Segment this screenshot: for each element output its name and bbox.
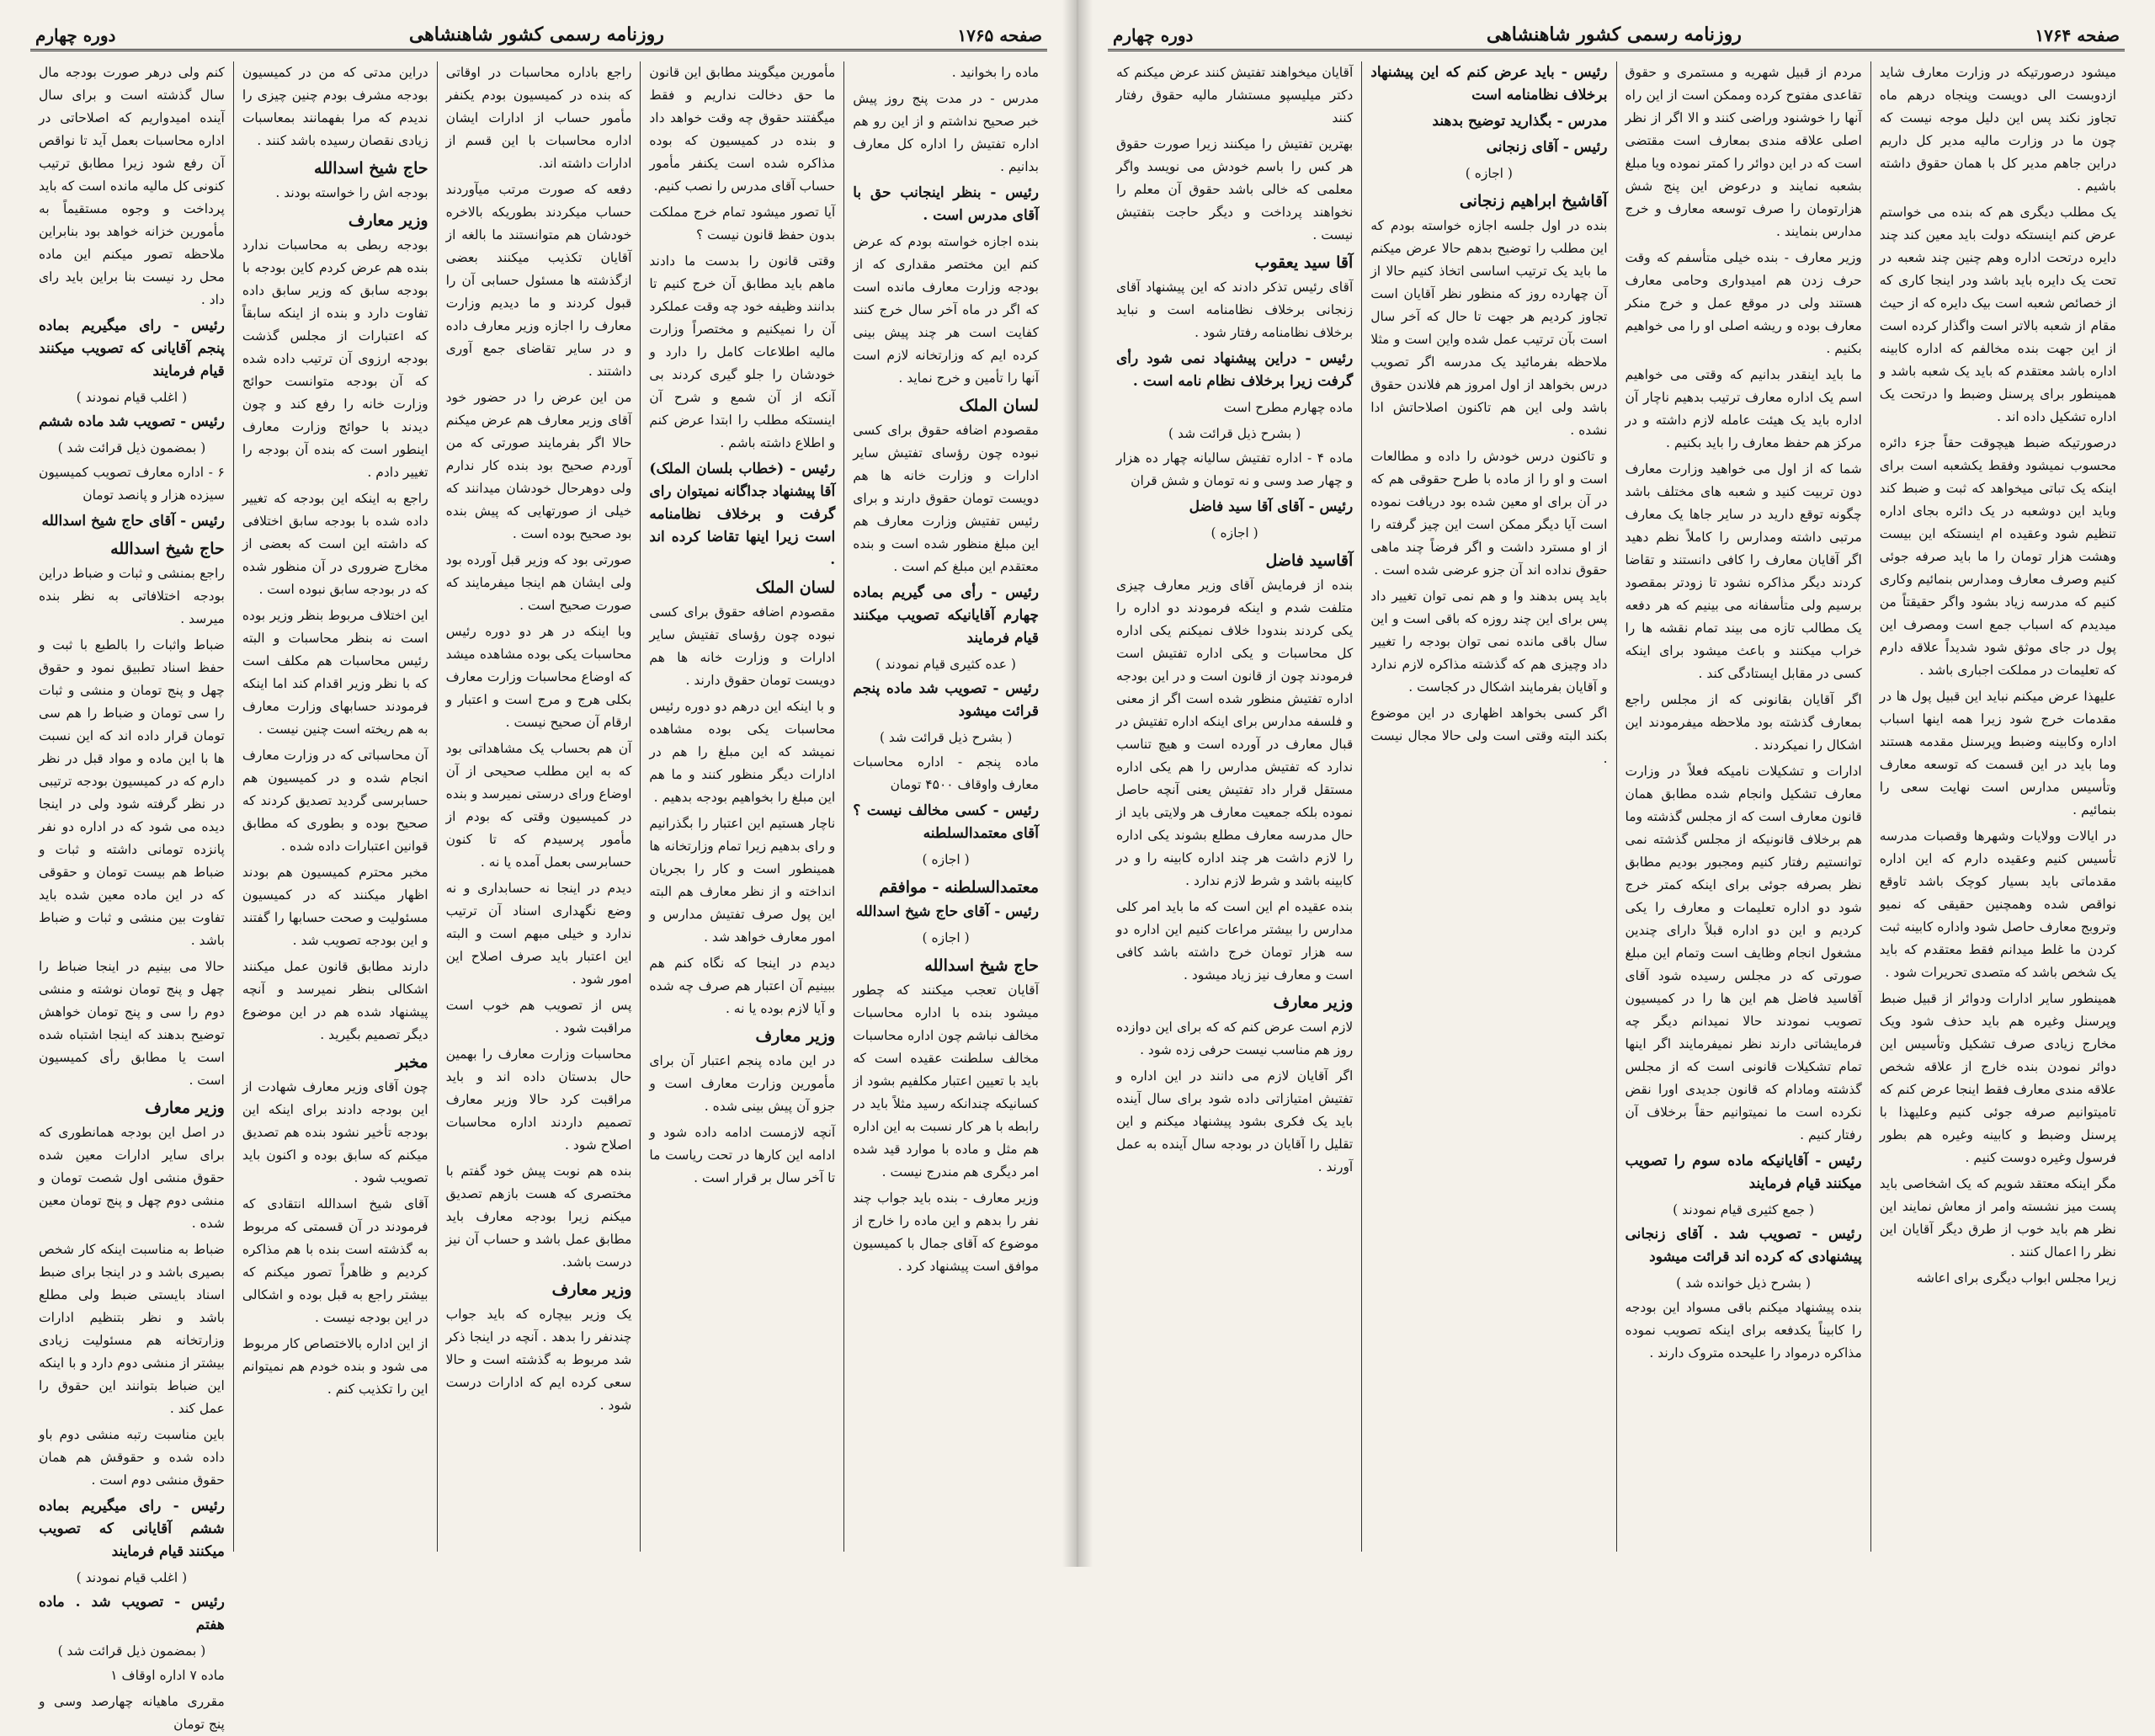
speaker-line: رئیس - دراین پیشنهاد نمی شود رأی گرفت زیرا برخلاف نظام نامه است .: [1116, 350, 1354, 390]
period-label: دوره چهارم: [35, 25, 116, 45]
paragraph: محاسبات وزارت معارف را بهمین حال بدستان داده اند و باید مراقبت کرد حالا وزیر معارف تصمیم داردند اداره محاسبات اصلاح شود .: [445, 1046, 632, 1153]
paragraph: حالا می بینیم در اینجا ضباط را چهل و پنج تومان نوشته و منشی دوم را سی و پنج تومان خواهش توضیح بدهند که اینجا اشتباه شده است یا مطابق رأی کمیسیون است .: [39, 959, 225, 1088]
speaker-heading: حاج شیخ اسدالله: [924, 956, 1039, 975]
paragraph: اگر آقایان بقانونی که از مجلس راجع بمعارف گذشته بود ملاحظه میفرمودند این اشکال را نمیکردند .: [1625, 692, 1862, 753]
paragraph: ضباط به مناسبت اینکه کار شخص بصیری باشد و در اینجا برای ضبط اسناد بایستی ضبط ولی مطلع باشد و نظر بتنظیم ادارات وزارتخانه هم مسئولیت زیادی بیشتر از منشی دوم دارد و با اینکه این ضباط بتوانند این حقوق را عمل کند .: [39, 1242, 225, 1416]
text-column: [233, 61, 437, 1552]
paragraph: آن هم بحساب یک مشاهداتی بود که به این مطلب صحیحی از آن اوضاع ورای درستی نمیرسد و بنده در کمیسیون وقتی که بودم از مأمور پرسیدم که تا کنون حسابرسی بعمل آمده یا نه .: [445, 741, 632, 870]
paragraph: ماده ۷ اداره اوقاف ۱: [110, 1668, 225, 1683]
paragraph: راجع بمنشی و ثبات و ضباط دراین بودجه اختلافاتی به نظر بنده میرسد .: [39, 566, 225, 626]
speaker-line: رئیس - باید عرض کنم که این پیشنهاد برخلاف نظامنامه است: [1370, 64, 1608, 104]
page-gutter: [1062, 0, 1093, 1567]
speaker-line: رئیس - تصویب شد ماده ششم: [39, 413, 225, 430]
paragraph: از این اداره بالاختصاص کار مربوط می شود و بنده خودم هم نمیتوانم این را تکذیب کنم .: [242, 1336, 428, 1397]
text-column: [1108, 61, 1361, 1552]
speaker-line: رئیس - تصویب شد . آقای زنجانی پیشنهادی که کرده اند قرائت میشود: [1625, 1226, 1862, 1265]
speaker-line: رئیس - تصویب شد ماده پنجم قرائت میشود: [853, 680, 1039, 720]
paragraph: آن محاسباتی که در وزارت معارف انجام شده و در کمیسیون هم حسابرسی گردید تصدیق کردند که صحیح بوده و بطوری که مطابق قوانین اعتبارات داده شده .: [242, 748, 428, 854]
paragraph: لازم است عرض کنم که که برای این دوازده روز هم مناسب نیست حرفی زده شود .: [1116, 1020, 1354, 1057]
speaker-heading: وزیر معارف: [551, 1281, 632, 1299]
note-line: ( بمضمون ذیل قرائت شد ): [57, 1643, 206, 1659]
paragraph: من این عرض را در حضور خود آقای وزیر معارف هم عرض میکنم حالا اگر بفرمایند صورتی که من آوردم صحیح بود بنده کار ندارم ولی دوهرحال خودشان میدانند که خیلی از صورتهایی که پیش بنده بود صحیح بوده است .: [445, 390, 632, 541]
paragraph: چون آقای وزیر معارف شهادت از این بودجه دادند برای اینکه این بودجه تأخیر نشود بنده هم تصدیق میکنم که سابق بوده و اکنون باید تصویب شود .: [242, 1079, 428, 1185]
paragraph: بنده پیشنهاد میکنم باقی مسواد این بودجه را کابیناً یکدفعه برای اینکه تصویب نموده مذاکره درمواد را علیحده متروک دارند .: [1625, 1300, 1862, 1361]
paragraph: مأمورین میگویند مطابق این قانون ما حق دخالت نداریم و فقط میگفتند حقوق چه وقت خواهد داد و بنده در کمیسیون که بوده مذاکره شده است یکنفر مأمور حساب آقای مدرس را نصب کنیم.: [649, 65, 836, 194]
text-column: [1870, 61, 2125, 1552]
speaker-heading: وزیر معارف: [1273, 993, 1354, 1012]
paragraph: وبا اینکه در هر دو دوره رئیس محاسبات یکی بوده مشاهده میشد که اوضاع محاسبات وزارت معارف بکلی هرج و مرج است و اعتبار و ارقام آن صحیح نیست .: [445, 624, 632, 730]
newspaper-title: روزنامه رسمی کشور شاهنشاهی: [1486, 24, 1742, 45]
speaker-heading: معتمدالسلطنه - موافقم: [879, 878, 1039, 897]
paragraph: و با اینکه این درهم دو دوره رئیس محاسبات یکی بوده مشاهده نمیشد که این مبلغ را هم در ادارات دیگر منظور کنند و ما هم این مبلغ را بخواهیم بودجه بدهیم .: [649, 699, 836, 805]
paragraph: وزیر معارف - بنده باید جواب چند نفر را بدهم و این ماده را خارج از موضوع که آقای جمال با کمیسیون موافق است پیشنهاد کرد .: [853, 1190, 1039, 1274]
paragraph: یک مطلب دیگری هم که بنده می خواستم عرض کنم اینستکه دولت باید معین کند چند دایره درتحت اداره وهم چنین چند شعبه در تحت یک دایره باید باشد ودر اینجا کاری که از خصائص شعبه است بیک دایره که از حیث مقام از شعبه بالاتر است واگذار کرده است از این جهت بنده مخالفم که اداره کابینه اداره باشد معتقدم که باید یک شعبه باشد و همینطور برای پرسنل وضبط وا درتحت یک اداره تشکیل داده اند .: [1879, 205, 2116, 424]
text-column: [30, 61, 233, 1732]
paragraph: آیا تصور میشود تمام خرج مملکت بدون حفظ قانون نیست ؟: [649, 205, 836, 242]
paragraph: دفعه که صورت مرتب میآوردند حساب میکردند بطوریکه بالاخره خودشان هم متوانستند ما بالغه از آقایان تکذیب میکنند بعضی ازگذشته ها مسئول حسابی آن را قبول کردند و ما دیدیم وزارت معارف را اجازه وزیر معارف داده و در سایر تقاضای جمع آوری داشتند .: [445, 182, 632, 379]
newspaper-title: روزنامه رسمی کشور شاهنشاهی: [408, 24, 664, 45]
paragraph: بنده عقیده ام این است که ما باید امر کلی مدارس را بیشتر مراعات کنیم این اداره دو سه هزار تومان خرج داشته باشد کافی است و معارف نیز زیاد میشود .: [1116, 899, 1354, 982]
speaker-heading: آقا سید یعقوب: [1254, 253, 1354, 272]
paragraph: راجع باداره محاسبات در اوقاتی که بنده در کمیسیون بودم یکنفر مأمور حساب از ادارات ایشان اداره محاسبات با این قسم از ادارات داشته اند.: [445, 65, 632, 171]
speaker-line: رئیس - رای میگیریم بماده ششم آقایانی که تصویب میکنند قیام فرمایند: [39, 1498, 225, 1560]
speaker-line: رئیس - تصویب شد . ماده هفتم: [39, 1594, 225, 1633]
note-line: ( اجازه ): [922, 930, 970, 945]
speaker-line: رئیس - آقای زنجانی: [1486, 139, 1608, 156]
paragraph: یک وزیر بیچاره که باید جواب چندنفر را بدهد . آنچه در اینجا ذکر شد مربوط به گذشته است و حالا سعی کرده ایم که ادارات درست شود .: [445, 1307, 632, 1413]
paragraph: آقایان میخواهند تفتیش کنند عرض میکنم که دکتر میلیسپو مستشار مالیه حقوق رفتار کنند: [1116, 65, 1354, 125]
note-line: ( اجازه ): [1465, 166, 1513, 181]
note-line: ( بشرح ذیل قرائت شد ): [879, 730, 1013, 745]
columns-left: [30, 61, 1047, 1732]
paragraph: در اصل این بودجه همانطوری که برای سایر ادارات معین شده حقوق منشی اول شصت تومان و منشی دوم چهل و پنج تومان معین شده .: [39, 1125, 225, 1231]
paragraph: باید پس بدهند وا و هم نمی توان تغییر داد پس برای این چند روزه که باقی است و این سال باقی مانده نمی توان بودجه را تغییر داد وچیزی هم که گذشته مذاکره لازم ندارد و آقایان بفرمایند اشکال در کجاست .: [1370, 588, 1608, 695]
paragraph: این اختلاف مربوط بنظر وزیر بوده است نه بنظر محاسبات و البته رئیس محاسبات هم مکلف است که با نظر وزیر اقدام کند اما اینکه فرمودند حسابهای وزارت معارف به هم ریخته است چنین نیست .: [242, 608, 428, 737]
paragraph: بنده اجازه خواسته بودم که عرض کنم این مختصر مقداری که از بودجه وزارت معارف مانده است که اگر در ماه آخر سال خرج کنند کفایت است هر چند پیش بینی کرده ایم که وزارتخانه لازم است آنها را تأمین و خرج نماید .: [853, 234, 1039, 386]
note-line: ( بشرح ذیل قرائت شد ): [1168, 426, 1301, 441]
columns-right: [1108, 61, 2125, 1552]
paragraph: مقرری ماهیانه چهارصد وسی و پنج تومان: [39, 1694, 225, 1732]
paragraph: ماده را بخوانید .: [951, 65, 1039, 80]
speaker-line: رئیس - آقای حاج شیخ اسدالله: [41, 513, 225, 530]
paragraph: آنچه لازمست ادامه داده شود و ادامه این کارها در تحت ریاست ما تا آخر سال بر قرار است .: [649, 1125, 836, 1185]
paragraph: مدرس - در مدت پنج روز پیش خبر صحیح نداشتم و از این رو هم اداره تفتیش را اداره کل معارف بدانیم .: [853, 91, 1039, 174]
paragraph: آقای رئیس تذکر دادند که این پیشنهاد آقای زنجانی برخلاف نظامنامه است و نباید برخلاف نظامنامه رفتار شود .: [1116, 280, 1354, 340]
paragraph: بودجه ربطی به محاسبات ندارد بنده هم عرض کردم کاین بودجه با بودجه سابق که وزیر سابق داده تفاوت دارد و بنده از اینکه سابقاً که اعتبارات از مجلس گذشت بودجه ارزوی آن ترتیب داده شده که آن بودجه متوانست حوائج وزارت خانه را رفع کند و چون دیدند با حوائج وزارت معارف اینطور است که بنده آن بودجه را تغییر دادم .: [242, 237, 428, 480]
speaker-heading: وزیر معارف: [145, 1099, 225, 1117]
paragraph: آقایان تعجب میکنند که چطور میشود بنده با اداره محاسبات مخالف نباشم چون اداره محاسبات مخالف سلطنت عقیده است که باید با تعیین اعتبار مکلفیم بشود از کسانیکه چندانکه رسید مثلاً باید در رابطه با هر کار نسبت به این اداره هم مثل و ماده با موارد قید شده امر دیگری هم مندرج نیست .: [853, 982, 1039, 1180]
paragraph: مقصودم اضافه حقوق برای کسی نبوده چون رؤسای تفتیش سایر ادارات و وزارت خانه ها هم دویست تومان حقوق دارند و برای رئیس تفتیش وزارت معارف هم این مبلغ منظور شده است و بنده معتقدم این مبلغ کم است .: [853, 423, 1039, 574]
paragraph: اگر کسی بخواهد اظهاری در این موضوع بکند البته وقتی است ولی حالا مجال نیست .: [1370, 706, 1608, 766]
note-line: ( اجازه ): [1211, 525, 1258, 541]
speaker-heading: حاج شیخ اسدالله: [313, 159, 428, 178]
note-line: ( اجازه ): [922, 852, 970, 867]
paragraph: اگر آقایان لازم می دانند در این اداره و تفتیش امتیازاتی داده شود برای سال آینده باید یک فکری بشود پیشنهاد میکنم و این تقلیل را آقایان در بودجه سال آینده به عمل آورند .: [1116, 1068, 1354, 1174]
note-line: ( بشرح ذیل خوانده شد ): [1676, 1275, 1812, 1291]
page-number: صفحه ۱۷۶۴: [2035, 25, 2120, 45]
paragraph: آقای شیخ اسدالله انتقادی که فرمودند در آن قسمتی که مربوط به گذشته است بنده با هم مذاکره کردیم و ظاهراً تصور میکنم که بیشتر راجع به قبل بوده و اشکالی در این بودجه نیست .: [242, 1196, 428, 1325]
paragraph: دارند مطابق قانون عمل میکنند اشکالی بنظر نمیرسد و آنچه پیشنهاد شده هم در این موضوع دیگر تصمیم بگیرید .: [242, 959, 428, 1042]
paragraph: ماده چهارم مطرح است: [1223, 400, 1354, 415]
paragraph: مقصودم اضافه حقوق برای کسی نبوده چون رؤسای تفتیش سایر ادارات و وزارت خانه ها هم دویست تومان حقوق دارند .: [649, 604, 836, 688]
text-column: [843, 61, 1047, 1552]
speaker-heading: وزیر معارف: [755, 1027, 836, 1046]
page-header: [1108, 17, 2125, 51]
paragraph: دیدم در اینجا نه حسابداری و نه وضع نگهداری اسناد آن ترتیب ندارد و خیلی مبهم است و البته این اعتبار باید صرف اصلاح این امور شود .: [445, 881, 632, 987]
paragraph: باین مناسبت رتبه منشی دوم باو داده شده و حقوقش هم همان حقوق منشی دوم است .: [39, 1427, 225, 1488]
speaker-line: رئیس - بنظر اینجانب حق با آقای مدرس است .: [853, 184, 1039, 224]
paragraph: وقتی قانون را بدست ما دادند ماهم باید مطابق آن خرج کنیم تا بدانند وظیفه خود چه وقت عملکرد آن را نمیکنیم و مختصراً وزارت مالیه اطلاعات کامل را دارد و خودشان را جلو گیری کردند بی آنکه از آن شمع و شرح آن اینستکه مطلب را ابتدا عرض کنم و اطلاع داشته باشم .: [649, 253, 836, 450]
paragraph: صورتی بود که وزیر قبل آورده بود ولی ایشان هم اینجا میفرمایند که صورت صحیح است .: [445, 552, 632, 613]
paragraph: بنده هم نوبت پیش خود گفتم با مختصری که هست بازهم تصدیق میکنم زیرا بودجه معارف باید مطابق عمل باشد و حساب آن نیز درست باشد.: [445, 1164, 632, 1270]
paragraph: میشود درصورتیکه در وزارت معارف شاید ازدوبست الی دویست وپنجاه درهم ماه تجاوز نکند پس این دلیل موجه نیست که چون ما در وزارت مالیه مدیر کل داریم دراین جاهم مدیر کل با همان حقوق داشته باشیم .: [1879, 65, 2116, 194]
period-label: دوره چهارم: [1113, 25, 1194, 45]
paragraph: دراین مدتی که من در کمیسیون بودجه مشرف بودم چنین چیزی را ندیدم که مرا بفهمانند بمعاسبات زیادی نقصان رسیده باشد کنند .: [242, 65, 428, 148]
note-line: ( جمع کثیری قیام نمودند ): [1673, 1202, 1815, 1217]
paragraph: عليهذا عرض ميكنم نبايد اين قبيل پول ها در مقدمات خرج شود زیرا همه اينها اسباب اداره وکابينه وضبط وپرسنل مقدمه هستند وما باید در این قسمت که توسعه معارف وتأسيس مدارس است نهایت سعی را بنمائیم .: [1879, 689, 2116, 817]
speaker-line: رئیس - آقای حاج شیخ اسدالله: [855, 903, 1039, 920]
paragraph: ماده ۴ - اداره تفتیش سالیانه چهار ده هزار و چهار صد وسی و نه تومان و شش قران: [1116, 450, 1354, 488]
paragraph: کنم ولی درهر صورت بودجه مال سال گذشته است و برای سال آینده امیدواریم که اصلاحاتی در اداره محاسبات بعمل آید تا نواقص آن رفع شود زیرا مطابق ترتیب کنونی کل مالیه مانده است که باید پرداخت و وجوه مستقیماً به مأمورین خزانه خواهد بود بنابراین ملاحظه تصور میکنم این ماده محل رد نیست بنا براین باید رای داد .: [39, 65, 225, 307]
paragraph: پس از تصویب هم خوب است مراقبت شود .: [445, 998, 632, 1036]
paragraph: مگر اینکه معتقد شویم که یک اشخاصی باید پست میز نشسته وامر از معاش نمایند این نظر هم باید خوب از طرق دیگر آقایان این نظر را اعمال کنند .: [1879, 1176, 2116, 1259]
paragraph: بنده از فرمایش آقای وزیر معارف چیزی متلفت شدم و اینکه فرمودند دو اداره را یکی کردند بندودا خلاف نمیکنم یکی اداره کل محاسبات و یکی اداره تفتیش است فرمودند چون از قانون است و در این بودجه اداره تفتیش منظور شده است اگر از معنی و فلسفه مدارس برای اینکه اداره تفتیش در قبال معارف در آورده است و هیچ تناسب ندارد که تفتیش مدارس را هم یکی اداره مستقل قرار داد تفتیش یعنی آنچه حاصل نموده بلکه جمعیت معارف هر ولایتی باید از حال مدرسه معارف مطلع بشوند یکی اداره را لازم داشت هر چند اداره کابینه را و در کابینه باشد و شرط لازم ندارد .: [1116, 578, 1354, 888]
speaker-line: رئیس - رای میگیریم بماده پنجم آقایانی که تصویب میکنند قیام فرمایند: [39, 317, 225, 380]
speaker-heading: آقاشیخ ابراهیم زنجانی: [1459, 192, 1608, 210]
paragraph: مخبر محترم کمیسیون هم بودند اظهار میکنند که در کمیسیون مسئولیت و صحت حسابها را گفتند و این بودجه تصویب شد .: [242, 865, 428, 948]
paragraph: ضباط واثبات را بالطبع با ثبت و حفظ اسناد تطبیق نمود و حقوق چهل و پنج تومان و منشی و ثبات را سی تومان و ضباط را هم سی تومان قرار داده اند که این نسبت ها با این ماده و مواد قبل در نظر دارم که در کمیسیون بودجه ترتیبی در نظر گرفته شود ولی در اینجا دیده می شود که در اداره دو نفر پانزده تومانی داشته و ثبات و ضباط هم بیست تومان و حقوقی که در این ماده معین شده باید تفاوت بین منشی و ثبات و ضباط باشد .: [39, 637, 225, 948]
speaker-line: رئیس - رأی می گیریم بماده چهارم آقایانیکه تصویب میکنند قیام فرمایند: [853, 584, 1039, 647]
paragraph: ادارات و تشکیلات نامیکه فعلاً در وزارت معارف تشکیل وانجام شده مطابق همان قانون معارف است که از مجلس گذشته وما هم برخلاف قانونیکه از مجلس گذشته نمی توانستیم رفتار کنیم ومجبور بودیم مطابق نظر بصرفه جوئی برای اینکه کمتر خرج شود دو اداره تعلیمات و معارف را یکی کردیم و این دو اداره قبلاً دارای چندین مشغول انجام وظایف است وتمام این مبلغ صورتی که در مجلس رسیده شود آقای آقاسید فاضل هم این ها را در کمیسیون تصویب نمودند حالا نمیدانم دیگر چه فرمایشاتی دارند نظر نمیفرمایند اگر اینها تمام تشکیلات قانونی است که از مجلس گذشته ومادام که قانون جدیدی اورا نقض نکرده است ما نمیتوانیم حقاً برخلاف آن رفتار کنیم .: [1625, 764, 1862, 1142]
paragraph: در ایالات وولایات وشهرها وقصبات مدرسه تأسيس کنیم وعقیده دارم که اين اداره مقدماتی باید بسیار کوچک باشد تاوقع نواقص شده وهمچنین حقیقی که نمیو وتروبج معارف حاصل شود واداره کابینه ثبت کردن ما غلط میدانم فقط معتقدم که باید یک شخص باشد که متصدی تحریرات شود .: [1879, 828, 2116, 980]
speaker-line: رئیس - آقای آقا سید فاضل: [1189, 498, 1354, 515]
paragraph: زیرا مجلس ابواب دیگری برای اعاشه: [1916, 1270, 2116, 1286]
note-line: ( اغلب قیام نمودند ): [76, 1570, 188, 1585]
paragraph: بودجه اش را خواسته بودند .: [275, 185, 428, 200]
paragraph: و تاکنون درس خودش را داده و مطالعات است و او را از ماده با طرح حقوقی هم که در آن برای او معین شده بود دریافت نموده است آیا دیگر ممکن است این چیز گرفته را از او مسترد داشت و اگر فرضاً چند ماهی حقوق نداده اند آن جزو عرضی شده است .: [1370, 449, 1608, 578]
speaker-line: رئیس - (خطاب بلسان الملک) آقا پیشنهاد جداگانه نمیتوان رای گرفت و برخلاف نظامنامه است زیرا اینها تقاضا کرده اند .: [649, 461, 836, 568]
paragraph: بنده در اول جلسه اجازه خواسته بودم که این مطلب را توضیح بدهم حالا عرض میکنم ما باید یک ترتیب اساسی اتخاذ کنیم حالا از آن چهارده روز که منظور نظر آقایان است تجاوز کردیم هر جهت تا حال که آخر سال است بآن ترتیب عمل شده واین است و مثلا ملاحظه بفرمائید یک مدرسه اگر تصویب درس بخواهد از اول امروز هم فلاندن حقوق باشد ولی این هم تاکنون اصلاحاتش ادا نشده .: [1370, 218, 1608, 438]
page-left: [0, 0, 1078, 1732]
paragraph: مردم از قبیل شهریه و مستمری و حقوق تقاعدی مفتوح کرده وممکن است از این راه آنها را خوشنود وراضی کنند و الا اگر از نظر اصلی علاقه مندی بمعارف است مقتضی است که در این دوائر را کمتر نموده ویا مبلغ بشعبه نمایند و درعوض این پنج شش هزارتومان را صرف توسعه معارف و خرج مدارس بنمایند .: [1625, 65, 1862, 239]
note-line: ( اغلب قیام نمودند ): [76, 390, 188, 405]
paragraph: شما که از اول می خواهید وزارت معارف دون تربیت کنید و شعبه های مختلف باشد چگونه توقع دارید در سایر جاها یک معارف مرتبی داشته ومدارس را کاملاً نظم دهید اگر آقایان معارف را کافی دانستند و تقاضا کردند دیگر مذاکره نشود تا زودتر بمقصود برسیم ولی متأسفانه می بینیم که هر دفعه یک مطالب تازه می بیند تمام نقشه ها را خراب میکنند و باعث میشود برای اینکه کسی در مقابل ایستادگی کند .: [1625, 461, 1862, 681]
paragraph: درصورتیکه ضبط هیچوقت حقاً جزء دائره محسوب نمیشود وفقط یکشعبه است برای اینکه یک تباتی میخواهد که ثبت و ضبط کند وباید این دوشعبه در یک دائره بجای اداره تنظیم شود وعقیده ام اینستکه این بیست وهشت هزار تومان را ما باید صرفه جوئی کنیم وصرف معارف ومدارس بنمائیم وکاری کنیم که مدرسه زیاد بشود واگر حقیقتاً من میدیدم که اسباب جمع است ومصرف این پول در جای موثق شود شدیداً علاقه دارم که تعلیمات در مملکت اجباری باشد .: [1879, 435, 2116, 678]
text-column: [437, 61, 641, 1552]
page-number: صفحه ۱۷۶۵: [957, 25, 1042, 45]
paragraph: ۶ - اداره معارف تصویب کمیسیون سیزده هزار و پانصد تومان: [39, 465, 225, 503]
page-right: [1078, 0, 2155, 1567]
speaker-heading: لسان الملک: [959, 397, 1039, 415]
speaker-line: رئیس - آقایانیکه ماده سوم را تصویب میکنند قیام فرمایند: [1625, 1153, 1862, 1192]
speaker-heading: لسان الملک: [755, 578, 836, 597]
paragraph: دیدم در اینجا که نگاه کنم هم ببینیم آن اعتبار هم صرف چه شده و آیا لازم بوده یا نه .: [649, 956, 836, 1016]
text-column: [640, 61, 843, 1552]
paragraph: ناچار هستیم این اعتبار را بگذرانیم و رای بدهیم زیرا تمام وزارتخانه ها همینطور است و کار را بجریان انداخته و از نظر معارف هم البته این پول صرف تفتیش مدارس و امور معارف خواهد شد .: [649, 816, 836, 945]
page-header: [30, 17, 1047, 51]
text-column: [1361, 61, 1615, 1552]
note-line: ( عده کثیری قیام نمودند ): [875, 657, 1016, 672]
paragraph: در این ماده پنجم اعتبار آن برای مأمورین وزارت معارف است و جزو آن پیش بینی شده .: [649, 1053, 836, 1114]
speaker-line: مدرس - بگذارید توضیح بدهند: [1432, 113, 1608, 130]
paragraph: ماده پنجم - اداره محاسبات معارف واوقاف ۴۵۰۰ تومان: [853, 754, 1039, 792]
speaker-heading: وزیر معارف: [348, 211, 428, 230]
speaker-line: رئیس - کسی مخالف نیست ؟ آقای معتمدالسلطنه: [853, 802, 1039, 842]
paragraph: راجع به اینکه این بودجه که تغییر داده شده با بودجه سابق اختلافی که داشته این است که بعضی از مخارج ضروری در آن منظور شده که در بودجه سابق نبوده است .: [242, 491, 428, 597]
paragraph: بهترین تفتیش را میکنند زیرا صورت حقوق هر کس را باسم خودش می نویسد واگر معلمی که خالی باشد حقوق آن معلم را نخواهند پرداخت و دیگر حاجت بتفتیش نیست .: [1116, 136, 1354, 242]
paragraph: همينطور سایر ادارات ودوائر از قبیل ضبط وپرسنل وغیره هم باید حذف شود ویک مخارج زیادی صرف تشکیل وتأسیس این دوائر نمودن بنده خارج از علاقه شخص علاقه مندی معارف فقط اینجا عرض کنم که تاميتوانيم صرفه جوئی کنیم وعليهذا با پرسنل وضبط و کابينه وغيره هم بطور فرسول وغیره دوست کنیم .: [1879, 991, 2116, 1165]
speaker-heading: حاج شیخ اسدالله: [110, 540, 225, 558]
paragraph: وزیر معارف - بنده خیلی متأسفم که وقت حرف زدن هم امیدواری وحامی معارف هستند ولی در موقع عمل و خرج منکر معارف بوده و ریشه اصلی او را می خواهیم بکنیم .: [1625, 250, 1862, 356]
speaker-heading: مخبر: [395, 1053, 428, 1072]
paragraph: ما باید اینقدر بدانیم که وقتی می خواهیم اسم یک اداره معارف ترتیب بدهیم ناچار آن اداره باید یک هیئت عامله لازم داشته و در مرکز هم حفظ معارف را باید بکنیم .: [1625, 367, 1862, 450]
speaker-heading: آقاسید فاضل: [1265, 551, 1354, 570]
text-column: [1616, 61, 1870, 1552]
note-line: ( بمضمون ذیل قرائت شد ): [57, 440, 206, 455]
